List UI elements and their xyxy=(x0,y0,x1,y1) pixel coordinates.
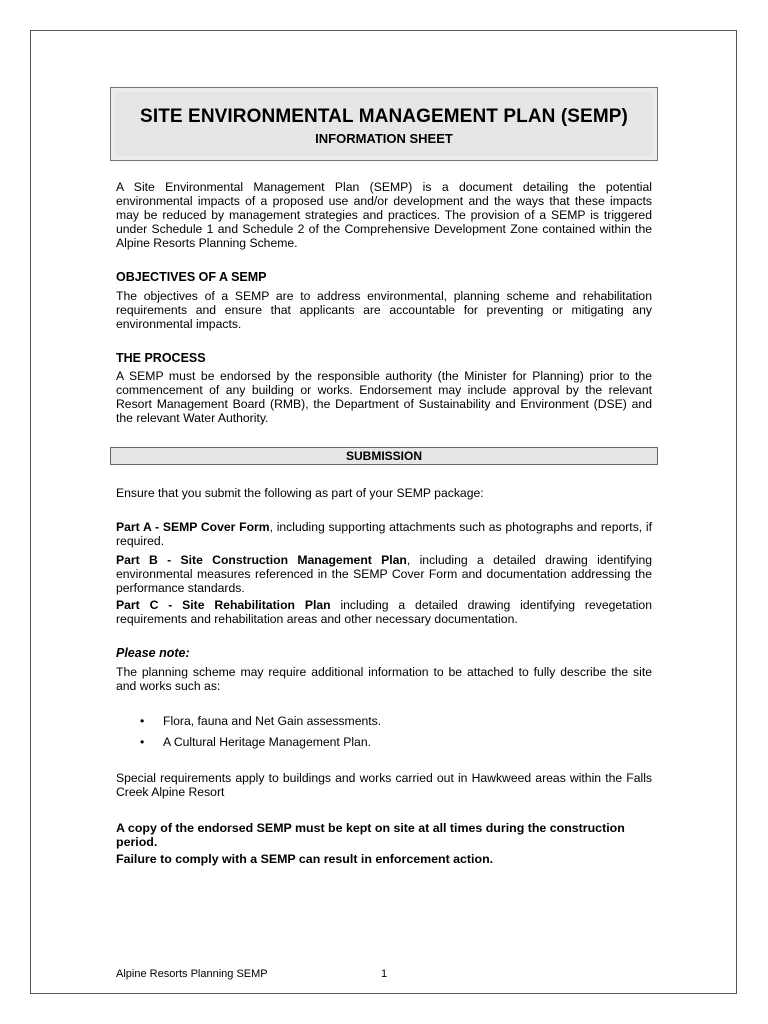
note-paragraph: The planning scheme may require additional information to be attached to fully describe the site and works such as: xyxy=(116,665,652,693)
document-subtitle: INFORMATION SHEET xyxy=(315,131,453,146)
please-note-heading: Please note: xyxy=(116,646,190,660)
part-b-text: , including a detailed drawing identifying environmental measures referenced in the SEMP Cover Form and documentation addressing the performance standards. xyxy=(116,553,652,595)
part-b-title: Part B - Site Construction Management Plan xyxy=(116,553,407,567)
requirements-list xyxy=(116,713,652,755)
special-requirements-paragraph: Special requirements apply to buildings and works carried out in Hawkweed areas within the Falls Creek Alpine Resort xyxy=(116,771,652,799)
part-c-text: including a detailed drawing identifying revegetation requirements and rehabilitation areas and other necessary documentation. xyxy=(116,598,652,626)
submission-heading-bar xyxy=(110,447,658,465)
enforcement-notice: Failure to comply with a SEMP can result in enforcement action. xyxy=(116,852,494,866)
list-item xyxy=(116,713,652,734)
bullet-icon: • xyxy=(140,735,145,749)
process-paragraph: A SEMP must be endorsed by the responsible authority (the Minister for Planning) prior to the commencement of any building or works. Endorsement may include approval by the relevant Resort Management Board (RMB), the Department of Sustainability and Environment (DSE) and the relevant Water Authority. xyxy=(116,369,652,425)
list-item-text: Flora, fauna and Net Gain assessments. xyxy=(163,714,382,728)
objectives-heading: OBJECTIVES OF A SEMP xyxy=(116,270,267,284)
intro-paragraph: A Site Environmental Management Plan (SEMP) is a document detailing the potential environmental impacts of a proposed use and/or development and the ways that these impacts may be reduced by management strategies and practices. The provision of a SEMP is triggered under Schedule 1 and Schedule 2 of the Comprehensive Development Zone contained within the Alpine Resorts Planning Scheme. xyxy=(116,180,652,250)
document-title: SITE ENVIRONMENTAL MANAGEMENT PLAN (SEMP) xyxy=(140,106,628,127)
part-a-title: Part A - SEMP Cover Form xyxy=(116,520,270,534)
footer-title: Alpine Resorts Planning SEMP xyxy=(116,968,268,980)
part-a-text: , including supporting attachments such as photographs and reports, if required. xyxy=(116,520,652,548)
part-b-item xyxy=(116,553,652,595)
submission-heading: SUBMISSION xyxy=(345,449,422,463)
part-a-item xyxy=(116,520,652,548)
title-box xyxy=(110,87,658,161)
part-c-title: Part C - Site Rehabilitation Plan xyxy=(116,598,331,612)
keep-on-site-notice: A copy of the endorsed SEMP must be kept on site at all times during the construction period. xyxy=(116,821,625,849)
document-page xyxy=(30,30,737,994)
process-heading: THE PROCESS xyxy=(116,351,206,365)
part-c-item xyxy=(116,598,652,626)
list-item xyxy=(116,734,652,755)
bullet-icon: • xyxy=(140,714,145,728)
page-number: 1 xyxy=(381,968,388,980)
submission-intro: Ensure that you submit the following as part of your SEMP package: xyxy=(116,486,484,500)
list-item-text: A Cultural Heritage Management Plan. xyxy=(163,735,371,749)
objectives-paragraph: The objectives of a SEMP are to address environmental, planning scheme and rehabilitation requirements and ensure that applicants are accountable for preventing or mitigating any environmental impacts. xyxy=(116,289,652,331)
